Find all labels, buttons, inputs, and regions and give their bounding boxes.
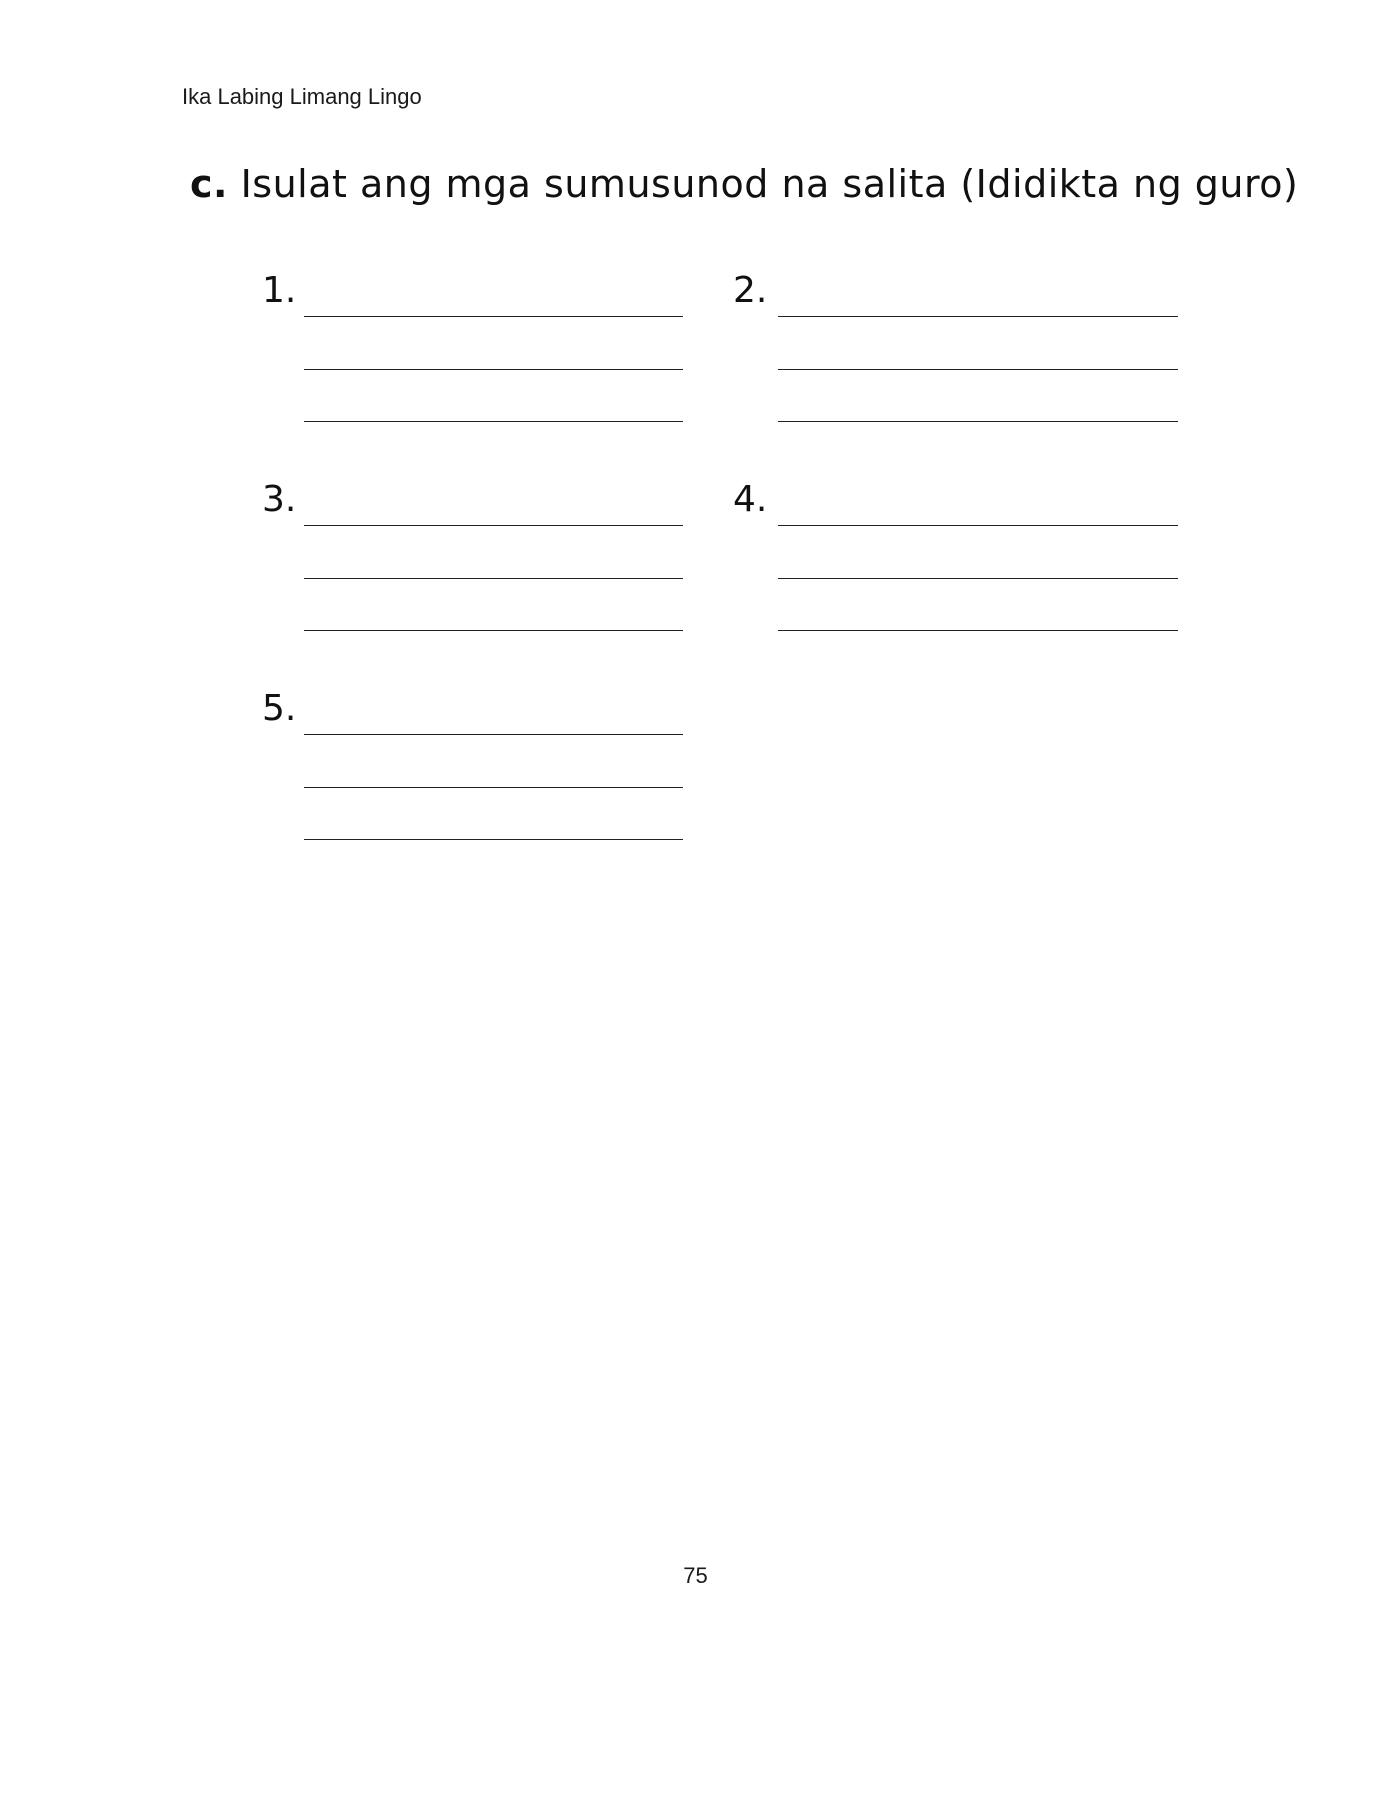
item-number: 1. bbox=[262, 270, 297, 311]
writing-line[interactable] bbox=[304, 578, 683, 579]
writing-line[interactable] bbox=[778, 630, 1178, 631]
writing-item-1 bbox=[262, 270, 722, 440]
writing-line[interactable] bbox=[304, 369, 683, 370]
writing-line[interactable] bbox=[304, 316, 683, 317]
writing-line[interactable] bbox=[304, 787, 683, 788]
writing-line[interactable] bbox=[304, 421, 683, 422]
writing-line[interactable] bbox=[778, 525, 1178, 526]
exercise-instruction bbox=[190, 162, 1298, 206]
page-number: 75 bbox=[683, 1563, 708, 1588]
writing-item-5 bbox=[262, 688, 722, 858]
writing-item-2 bbox=[733, 270, 1193, 440]
writing-line[interactable] bbox=[304, 734, 683, 735]
writing-line[interactable] bbox=[778, 369, 1178, 370]
writing-line[interactable] bbox=[304, 630, 683, 631]
writing-line[interactable] bbox=[778, 316, 1178, 317]
writing-line[interactable] bbox=[778, 578, 1178, 579]
writing-line[interactable] bbox=[304, 525, 683, 526]
instruction-text: Isulat ang mga sumusunod na salita (Ididikta ng guro) bbox=[240, 162, 1299, 206]
item-number: 4. bbox=[733, 479, 768, 520]
exercise-letter: c. bbox=[190, 162, 228, 206]
writing-item-3 bbox=[262, 479, 722, 649]
item-number: 5. bbox=[262, 688, 297, 729]
writing-line[interactable] bbox=[304, 839, 683, 840]
item-number: 3. bbox=[262, 479, 297, 520]
writing-item-4 bbox=[733, 479, 1193, 649]
page-header: Ika Labing Limang Lingo bbox=[182, 84, 422, 109]
item-number: 2. bbox=[733, 270, 768, 311]
writing-line[interactable] bbox=[778, 421, 1178, 422]
